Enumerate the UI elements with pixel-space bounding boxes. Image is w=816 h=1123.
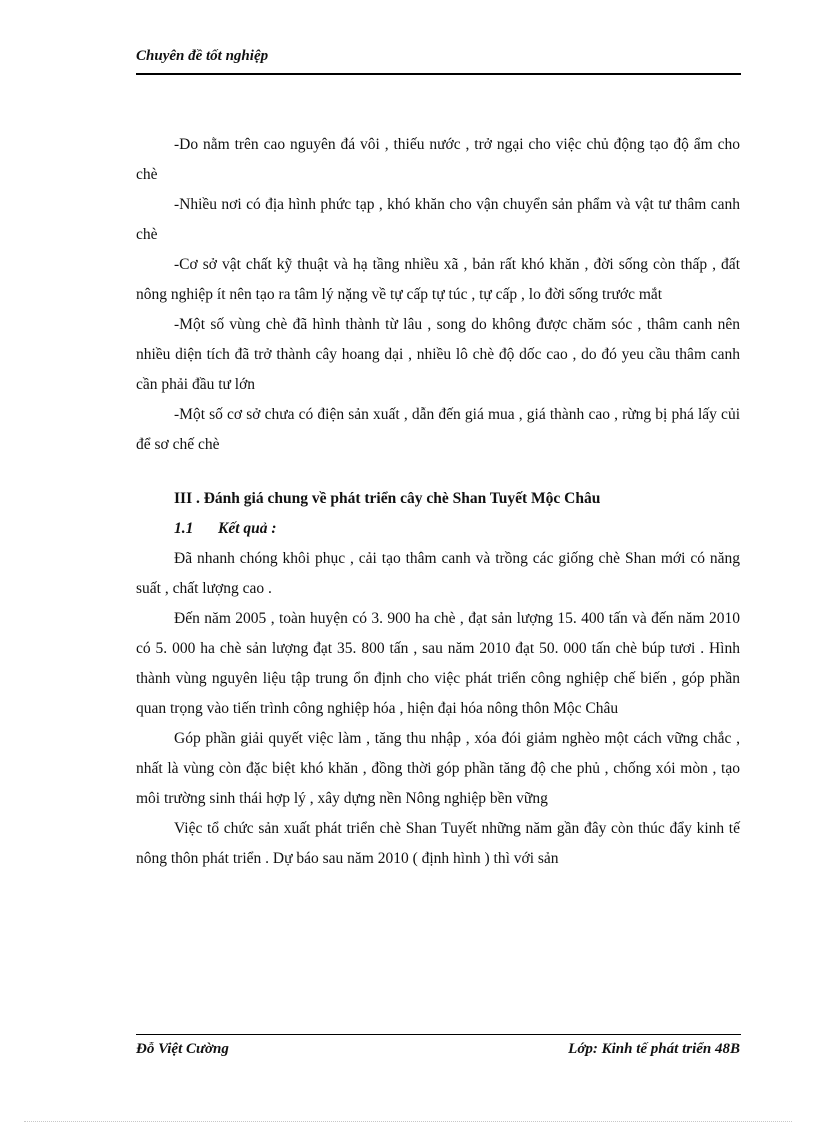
paragraph: Việc tổ chức sản xuất phát triển chè Shan Tuyết những năm gần đây còn thúc đẩy kinh tế nông thôn phát triển . Dự báo sau năm 2010 ( định hình ) thì với sản <box>136 820 740 867</box>
subheading-text: Kết quả : <box>218 520 277 537</box>
paragraph: Đến năm 2005 , toàn huyện có 3. 900 ha chè , đạt sản lượng 15. 400 tấn và đến năm 2010 có 5. 000 ha chè sản lượng đạt 35. 800 tấn , sau năm 2010 đạt 50. 000 tấn chè búp tươi . Hình thành vùng nguyên liệu tập trung ổn định cho việc phát triển công nghiệp chế biến , góp phần quan trọng vào tiến trình công nghiệp hóa , hiện đại hóa nông thôn Mộc Châu <box>136 610 740 717</box>
subheading <box>136 514 740 544</box>
footer-rule <box>136 1034 741 1035</box>
paragraph: -Do nằm trên cao nguyên đá vôi , thiếu nước , trở ngại cho việc chủ động tạo độ ẩm cho chè <box>136 136 740 183</box>
paragraph: -Một số vùng chè đã hình thành từ lâu , song do không được chăm sóc , thâm canh nên nhiều diện tích đã trở thành cây hoang dại , nhiều lô chè độ dốc cao , do đó yeu cầu thâm canh cần phải đầu tư lớn <box>136 316 740 393</box>
paragraph: Đã nhanh chóng khôi phục , cải tạo thâm canh và trồng các giống chè Shan mới có năng suất , chất lượng cao . <box>136 550 740 597</box>
paragraph: -Một số cơ sở chưa có điện sản xuất , dẫn đến giá mua , giá thành cao , rừng bị phá lấy củi để sơ chế chè <box>136 406 740 453</box>
footer-author: Đỗ Việt Cường <box>136 1041 229 1057</box>
subheading-number: 1.1 <box>174 520 194 537</box>
footer-class: Lớp: Kinh tế phát triển 48B <box>568 1041 740 1057</box>
page-edge <box>24 1121 792 1122</box>
paragraph: -Nhiều nơi có địa hình phức tạp , khó khăn cho vận chuyển sản phẩm và vật tư thâm canh chè <box>136 196 740 243</box>
spacer <box>136 460 740 484</box>
paragraph: Góp phần giải quyết việc làm , tăng thu nhập , xóa đói giảm nghèo một cách vững chắc , nhất là vùng còn đặc biệt khó khăn , đồng thời góp phần tăng độ che phủ , chống xói mòn , tạo môi trường sinh thái hợp lý , xây dựng nền Nông nghiệp bền vững <box>136 730 740 807</box>
document-body <box>136 130 740 874</box>
header-rule <box>136 73 741 75</box>
paragraph: -Cơ sở vật chất kỹ thuật và hạ tầng nhiều xã , bản rất khó khăn , đời sống còn thấp , đất nông nghiệp ít nên tạo ra tâm lý nặng về tự cấp tự túc , tự cấp , lo đời sống trước mắt <box>136 256 740 303</box>
header-title: Chuyên đề tốt nghiệp <box>136 48 269 64</box>
section-heading: III . Đánh giá chung về phát triển cây chè Shan Tuyết Mộc Châu <box>174 490 601 507</box>
